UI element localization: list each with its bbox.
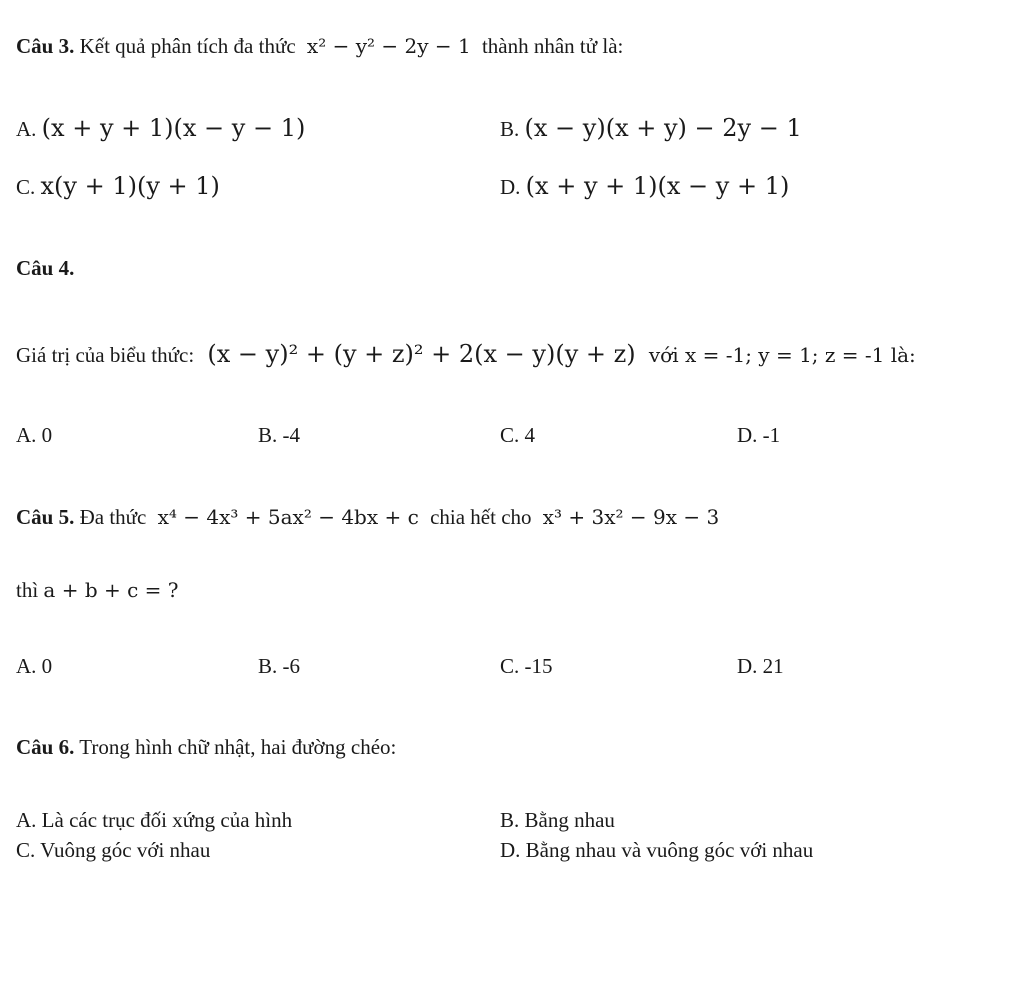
option-value: -6 — [282, 654, 301, 678]
question-5-line-2-expression: a + b + c = ? — [43, 578, 179, 602]
question-6-option-b[interactable] — [500, 810, 615, 831]
question-4-option-a[interactable] — [16, 425, 52, 446]
option-expression: (x − y)(x + y) − 2y − 1 — [524, 114, 802, 142]
question-5-text-before: Đa thức — [79, 505, 147, 529]
option-key: C. — [500, 654, 520, 678]
question-3-option-a[interactable] — [16, 116, 305, 140]
question-4-option-b[interactable] — [258, 425, 300, 446]
question-5-text-middle: chia hết cho — [430, 505, 532, 529]
question-5-line-2-text: thì — [16, 578, 39, 602]
question-6-option-a[interactable] — [16, 810, 292, 831]
question-5-divisor: x³ + 3x² − 9x − 3 — [542, 505, 720, 529]
option-value: Là các trục đối xứng của hình — [41, 808, 293, 832]
option-key: D. — [500, 175, 521, 199]
option-value: -4 — [282, 423, 301, 447]
question-3-polynomial: x² − y² − 2y − 1 — [306, 34, 471, 58]
option-key: A. — [16, 423, 37, 447]
option-key: C. — [500, 423, 520, 447]
question-3-stem — [16, 36, 623, 57]
option-key: C. — [16, 838, 36, 862]
question-4-expression: (x − y)² + (y + z)² + 2(x − y)(y + z) — [207, 340, 636, 368]
question-4-option-c[interactable] — [500, 425, 535, 446]
option-expression: (x + y + 1)(x − y − 1) — [41, 114, 306, 142]
option-value: 4 — [524, 423, 536, 447]
option-value: Bằng nhau và vuông góc với nhau — [525, 838, 814, 862]
question-4-stem — [16, 342, 916, 366]
option-key: B. — [500, 808, 520, 832]
question-6-stem — [16, 737, 396, 758]
option-key: D. — [500, 838, 521, 862]
question-6-option-d[interactable] — [500, 840, 813, 861]
question-4-label: Câu 4. — [16, 256, 75, 280]
question-3-label: Câu 3. — [16, 34, 75, 58]
option-value: -1 — [762, 423, 781, 447]
option-value: 0 — [41, 423, 53, 447]
option-value: 0 — [41, 654, 53, 678]
option-expression: (x + y + 1)(x − y + 1) — [525, 172, 790, 200]
question-3-option-b[interactable] — [500, 116, 802, 140]
question-3-text-before: Kết quả phân tích đa thức — [79, 34, 296, 58]
option-value: 21 — [762, 654, 784, 678]
question-6-text: Trong hình chữ nhật, hai đường chéo: — [79, 735, 397, 759]
question-4-condition: với x = -1; y = 1; z = -1 là: — [648, 343, 916, 367]
question-5-option-a[interactable] — [16, 656, 52, 677]
option-expression: x(y + 1)(y + 1) — [40, 172, 220, 200]
question-5-line-2 — [16, 580, 179, 601]
option-key: D. — [737, 654, 758, 678]
option-key: A. — [16, 654, 37, 678]
question-6-label: Câu 6. — [16, 735, 75, 759]
option-value: Bằng nhau — [524, 808, 615, 832]
option-key: B. — [258, 423, 278, 447]
question-3-option-c[interactable] — [16, 174, 220, 198]
question-4-option-d[interactable] — [737, 425, 780, 446]
question-5-label: Câu 5. — [16, 505, 75, 529]
question-5-dividend: x⁴ − 4x³ + 5ax² − 4bx + c — [157, 505, 419, 529]
question-5-stem — [16, 507, 719, 528]
question-3-text-after: thành nhân tử là: — [481, 34, 624, 58]
option-key: A. — [16, 808, 37, 832]
option-key: D. — [737, 423, 758, 447]
option-key: C. — [16, 175, 36, 199]
option-value: -15 — [524, 654, 553, 678]
option-key: B. — [500, 117, 520, 141]
option-key: B. — [258, 654, 278, 678]
question-5-option-b[interactable] — [258, 656, 300, 677]
option-key: A. — [16, 117, 37, 141]
question-4-text-before: Giá trị của biểu thức: — [16, 343, 195, 367]
option-value: Vuông góc với nhau — [40, 838, 211, 862]
question-5-option-d[interactable] — [737, 656, 784, 677]
question-6-option-c[interactable] — [16, 840, 210, 861]
question-3-option-d[interactable] — [500, 174, 789, 198]
question-5-option-c[interactable] — [500, 656, 553, 677]
